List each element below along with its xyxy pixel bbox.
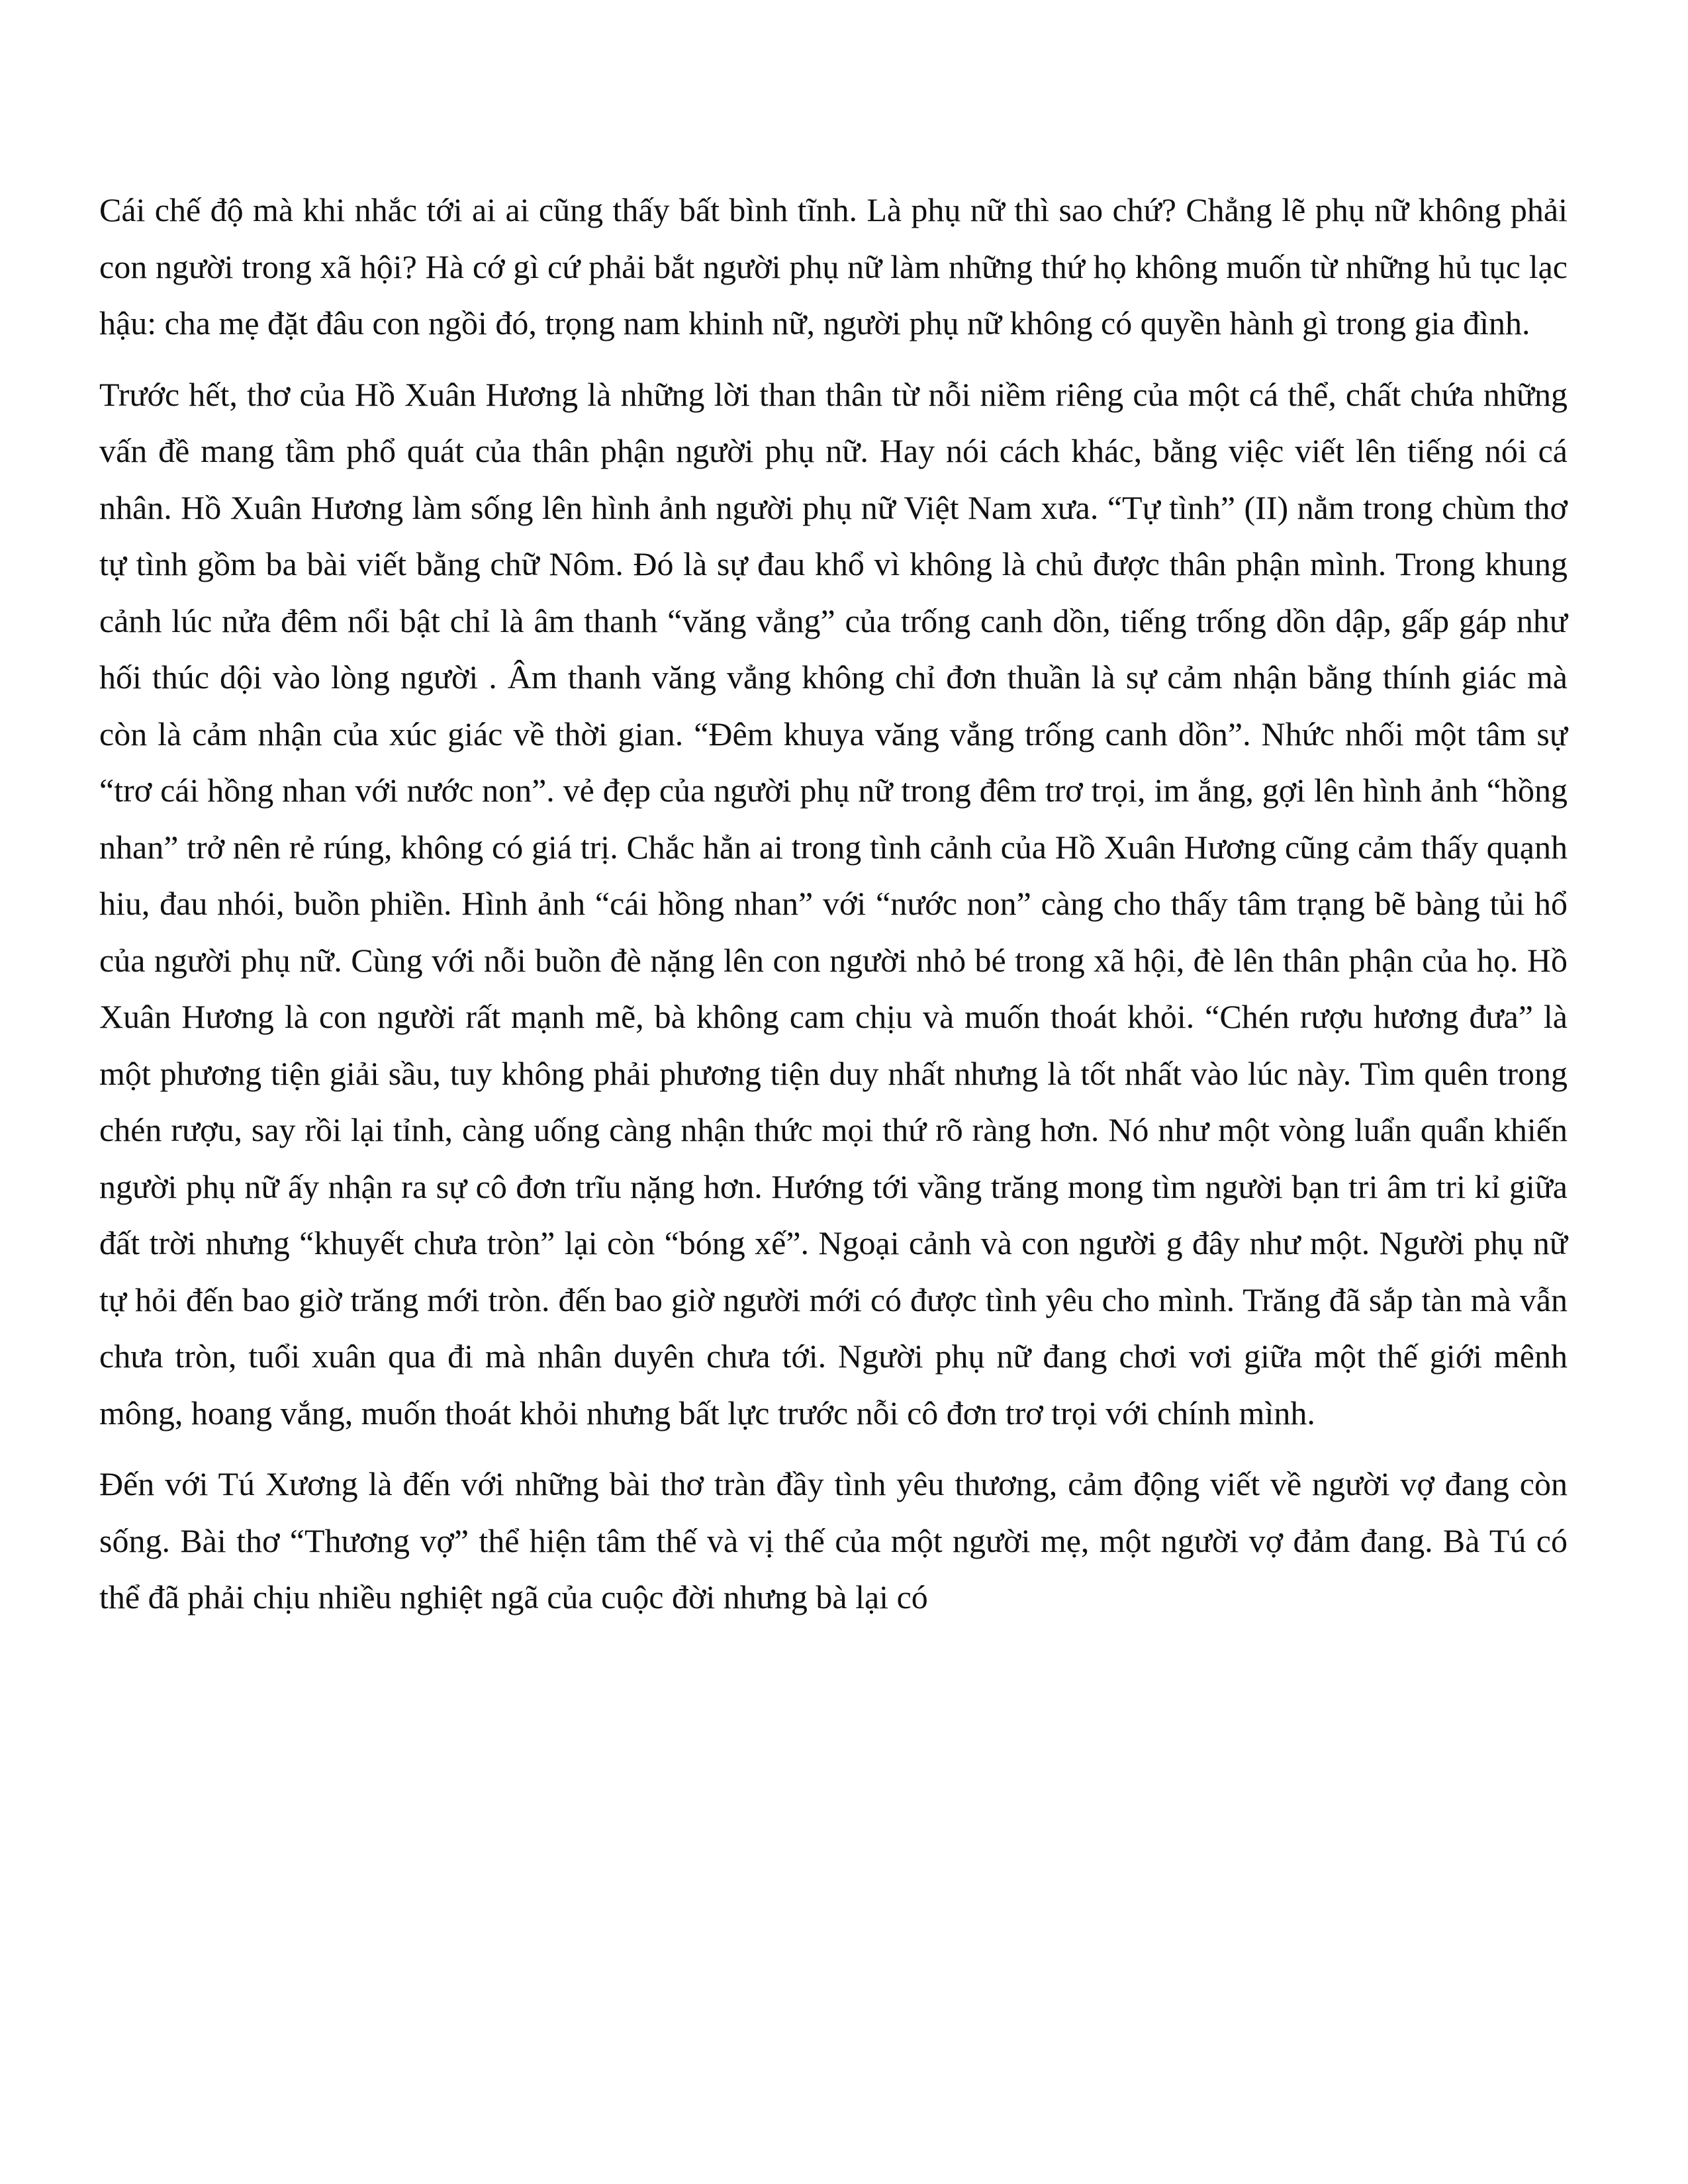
document-page xyxy=(99,182,1568,1641)
paragraph-2: Trước hết, thơ của Hồ Xuân Hương là những lời than thân từ nỗi niềm riêng của một cá thể, chất chứa những vấn đề mang tầm phổ quát của thân phận người phụ nữ. Hay nói cách khác, bằng việc viết lên tiếng nói cá nhân. Hồ Xuân Hương làm sống lên hình ảnh người phụ nữ Việt Nam xưa. “Tự tình” (II) nằm trong chùm thơ tự tình gồm ba bài viết bằng chữ Nôm. Đó là sự đau khổ vì không là chủ được thân phận mình. Trong khung cảnh lúc nửa đêm nổi bật chỉ là âm thanh “văng vẳng” của trống canh dồn, tiếng trống dồn dập, gấp gáp như hối thúc dội vào lòng người . Âm thanh văng vẳng không chỉ đơn thuần là sự cảm nhận bằng thính giác mà còn là cảm nhận của xúc giác về thời gian. “Đêm khuya văng vẳng trống canh dồn”. Nhức nhối một tâm sự “trơ cái hồng nhan với nước non”. vẻ đẹp của người phụ nữ trong đêm trơ trọi, im ắng, gợi lên hình ảnh “hồng nhan” trở nên rẻ rúng, không có giá trị. Chắc hẳn ai trong tình cảnh của Hồ Xuân Hương cũng cảm thấy quạnh hiu, đau nhói, buồn phiền. Hình ảnh “cái hồng nhan” với “nước non” càng cho thấy tâm trạng bẽ bàng tủi hổ của người phụ nữ. Cùng với nỗi buồn đè nặng lên con người nhỏ bé trong xã hội, đè lên thân phận của họ. Hồ Xuân Hương là con người rất mạnh mẽ, bà không cam chịu và muốn thoát khỏi. “Chén rượu hương đưa” là một phương tiện giải sầu, tuy không phải phương tiện duy nhất nhưng là tốt nhất vào lúc này. Tìm quên trong chén rượu, say rồi lại tỉnh, càng uống càng nhận thức mọi thứ rõ ràng hơn. Nó như một vòng luẩn quẩn khiến người phụ nữ ấy nhận ra sự cô đơn trĩu nặng hơn. Hướng tới vầng trăng mong tìm người bạn tri âm tri kỉ giữa đất trời nhưng “khuyết chưa tròn” lại còn “bóng xế”. Ngoại cảnh và con người g đây như một. Người phụ nữ tự hỏi đến bao giờ trăng mới tròn. đến bao giờ người mới có được tình yêu cho mình. Trăng đã sắp tàn mà vẫn chưa tròn, tuổi xuân qua đi mà nhân duyên chưa tới. Người phụ nữ đang chơi vơi giữa một thế giới mênh mông, hoang vắng, muốn thoát khỏi nhưng bất lực trước nỗi cô đơn trơ trọi với chính mình. xyxy=(99,375,1568,1432)
paragraph-1: Cái chế độ mà khi nhắc tới ai ai cũng thấy bất bình tĩnh. Là phụ nữ thì sao chứ? Chẳng lẽ phụ nữ không phải con người trong xã hội? Hà cớ gì cứ phải bắt người phụ nữ làm những thứ họ không muốn từ những hủ tục lạc hậu: cha mẹ đặt đâu con ngồi đó, trọng nam khinh nữ, người phụ nữ không có quyền hành gì trong gia đình. xyxy=(99,191,1568,341)
paragraph-3: Đến với Tú Xương là đến với những bài thơ tràn đầy tình yêu thương, cảm động viết về người vợ đang còn sống. Bài thơ “Thương vợ” thể hiện tâm thế và vị thế của một người mẹ, một người vợ đảm đang. Bà Tú có thể đã phải chịu nhiều nghiệt ngã của cuộc đời nhưng bà lại có xyxy=(99,1465,1568,1615)
